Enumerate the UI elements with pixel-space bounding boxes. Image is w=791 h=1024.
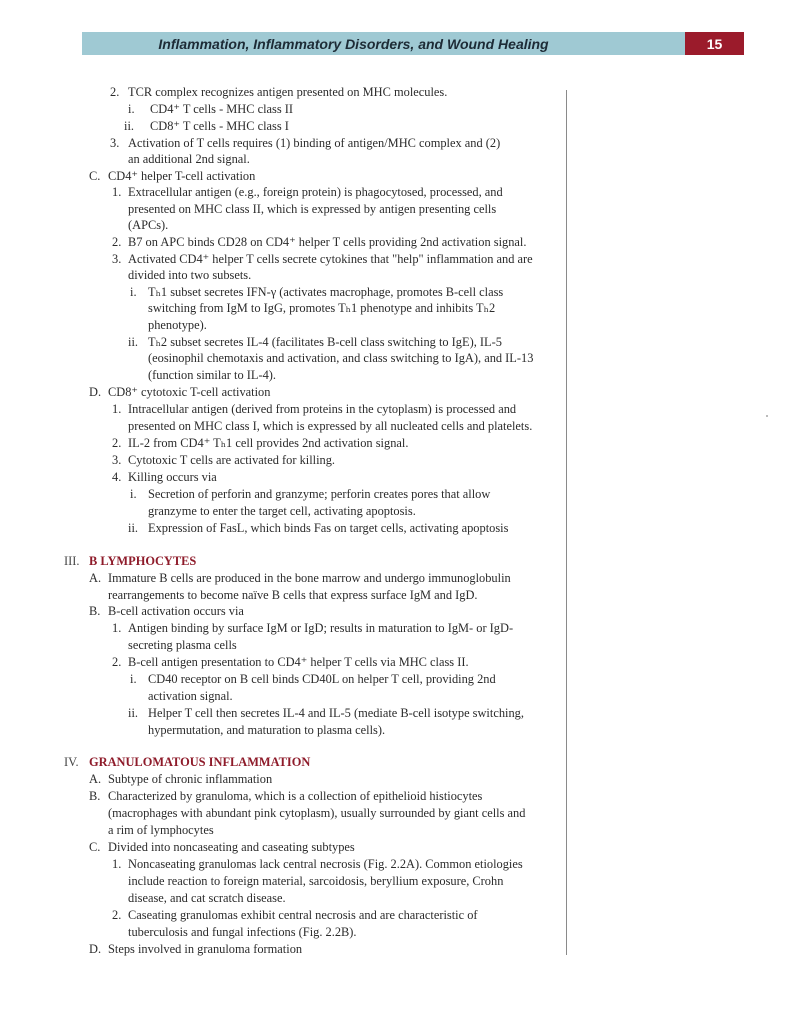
text-line: Tₕ2 subset secretes IL-4 (facilitates B-cell class switching to IgE), IL-5	[148, 335, 502, 349]
text-line: CD8⁺ cytotoxic T-cell activation	[108, 385, 271, 399]
text-line: Immature B cells are produced in the bone marrow and undergo immunoglobulin	[108, 571, 511, 585]
list-marker: D.	[89, 942, 102, 956]
text-line: Extracellular antigen (e.g., foreign protein) is phagocytosed, processed, and	[128, 185, 503, 199]
list-marker: A.	[89, 772, 102, 786]
list-marker: i.	[130, 487, 137, 501]
list-marker: 3.	[112, 252, 122, 266]
list-marker: IV.	[64, 755, 79, 769]
text-line: Divided into noncaseating and caseating subtypes	[108, 840, 355, 854]
text-line: (APCs).	[128, 218, 169, 232]
list-marker: i.	[130, 285, 137, 299]
text-line: presented on MHC class I, which is expressed by all nucleated cells and platelets.	[128, 419, 533, 433]
text-line: (function similar to IL-4).	[148, 368, 277, 382]
text-line: presented on MHC class II, which is expressed by antigen presenting cells	[128, 202, 497, 216]
text-line: IL-2 from CD4⁺ Tₕ1 cell provides 2nd activation signal.	[128, 436, 409, 450]
text-line: Intracellular antigen (derived from proteins in the cytoplasm) is processed and	[128, 402, 517, 416]
list-marker: A.	[89, 571, 102, 585]
list-marker: ii.	[128, 706, 138, 720]
list-marker: 3.	[112, 453, 122, 467]
chapter-title: Inflammation, Inflammatory Disorders, and Wound Healing	[82, 32, 685, 55]
text-line: (eosinophil chemotaxis and activation, and class switching to IgA), and IL-13	[148, 351, 534, 365]
list-marker: 4.	[112, 470, 122, 484]
text-line: an additional 2nd signal.	[128, 152, 250, 166]
text-line: disease, and cat scratch disease.	[128, 891, 286, 905]
text-line: Activated CD4⁺ helper T cells secrete cytokines that "help" inflammation and are	[128, 252, 533, 266]
text-line: CD40 receptor on B cell binds CD40L on helper T cell, providing 2nd	[148, 672, 496, 686]
list-marker: 1.	[112, 185, 122, 199]
text-line: CD4⁺ T cells - MHC class II	[150, 102, 294, 116]
text-line: Killing occurs via	[128, 470, 217, 484]
list-marker: ii.	[128, 521, 138, 535]
text-line: Helper T cell then secretes IL-4 and IL-5 (mediate B-cell isotype switching,	[148, 706, 524, 720]
list-marker: 1.	[112, 621, 122, 635]
list-marker: B.	[89, 789, 101, 803]
text-line: rearrangements to become naïve B cells that express surface IgM and IgD.	[108, 588, 478, 602]
text-line: CD4⁺ helper T-cell activation	[108, 169, 256, 183]
list-marker: i.	[128, 102, 135, 116]
list-marker: 1.	[112, 402, 122, 416]
text-line: include reaction to foreign material, sarcoidosis, beryllium exposure, Crohn	[128, 874, 504, 888]
list-marker: C.	[89, 840, 101, 854]
text-line: B-cell antigen presentation to CD4⁺ helper T cells via MHC class II.	[128, 655, 469, 669]
text-line: Tₕ1 subset secretes IFN-γ (activates macrophage, promotes B-cell class	[148, 285, 504, 299]
margin-speck	[766, 415, 768, 417]
list-marker: 2.	[112, 235, 122, 249]
text-line: tuberculosis and fungal infections (Fig. 2.2B).	[128, 925, 357, 939]
text-line: switching from IgM to IgG, promotes Tₕ1 phenotype and inhibits Tₕ2	[148, 301, 496, 315]
section-heading: GRANULOMATOUS INFLAMMATION	[89, 755, 311, 769]
list-marker: 3.	[110, 136, 120, 150]
running-header	[82, 32, 744, 55]
list-marker: i.	[130, 672, 137, 686]
text-line: (macrophages with abundant pink cytoplasm), usually surrounded by giant cells and	[108, 806, 526, 820]
text-line: CD8⁺ T cells - MHC class I	[150, 119, 289, 133]
text-line: phenotype).	[148, 318, 207, 332]
text-line: activation signal.	[148, 689, 233, 703]
list-marker: 2.	[110, 85, 120, 99]
text-line: B7 on APC binds CD28 on CD4⁺ helper T cells providing 2nd activation signal.	[128, 235, 527, 249]
list-marker: 2.	[112, 436, 122, 450]
text-line: Antigen binding by surface IgM or IgD; results in maturation to IgM- or IgD-	[128, 621, 514, 635]
list-marker: ii.	[128, 335, 138, 349]
text-line: granzyme to enter the target cell, activating apoptosis.	[148, 504, 416, 518]
text-line: B-cell activation occurs via	[108, 604, 244, 618]
list-marker: 2.	[112, 908, 122, 922]
page-number: 15	[685, 32, 744, 55]
text-line: Secretion of perforin and granzyme; perforin creates pores that allow	[148, 487, 491, 501]
text-line: Caseating granulomas exhibit central necrosis and are characteristic of	[128, 908, 478, 922]
text-line: hypermutation, and maturation to plasma cells).	[148, 723, 386, 737]
text-line: a rim of lymphocytes	[108, 823, 214, 837]
text-line: Activation of T cells requires (1) binding of antigen/MHC complex and (2)	[128, 136, 501, 150]
text-line: Cytotoxic T cells are activated for killing.	[128, 453, 336, 467]
text-line: TCR complex recognizes antigen presented on MHC molecules.	[128, 85, 448, 99]
list-marker: 2.	[112, 655, 122, 669]
list-marker: 1.	[112, 857, 122, 871]
text-line: divided into two subsets.	[128, 268, 252, 282]
list-marker: D.	[89, 385, 102, 399]
margin-rule	[566, 90, 567, 955]
text-line: Steps involved in granuloma formation	[108, 942, 303, 956]
text-line: Subtype of chronic inflammation	[108, 772, 273, 786]
list-marker: C.	[89, 169, 101, 183]
list-marker: B.	[89, 604, 101, 618]
list-marker: III.	[64, 554, 80, 568]
list-marker: ii.	[124, 119, 134, 133]
text-line: Noncaseating granulomas lack central necrosis (Fig. 2.2A). Common etiologies	[128, 857, 523, 871]
section-heading: B LYMPHOCYTES	[89, 554, 197, 568]
text-line: Characterized by granuloma, which is a collection of epithelioid histiocytes	[108, 789, 483, 803]
text-line: secreting plasma cells	[128, 638, 237, 652]
text-line: Expression of FasL, which binds Fas on target cells, activating apoptosis	[148, 521, 509, 535]
